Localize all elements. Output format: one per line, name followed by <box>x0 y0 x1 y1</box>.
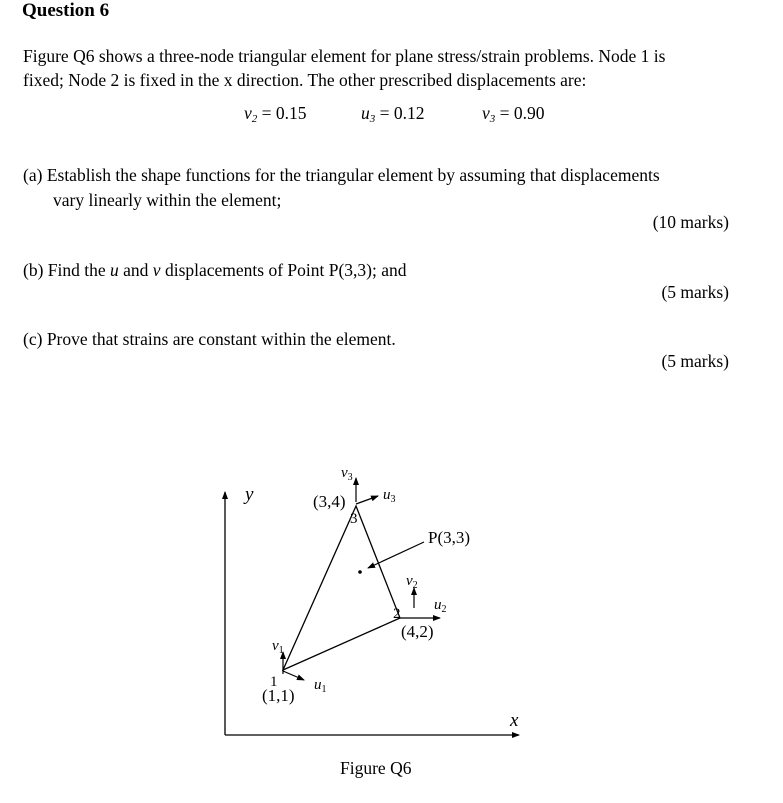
node3-coord: (3,4) <box>313 492 346 511</box>
node1-number: 1 <box>270 674 278 690</box>
part-c-line: (c) Prove that strains are constant within the element. <box>23 329 396 349</box>
part-a-line-2: vary linearly within the element; <box>53 190 282 210</box>
point-p-dot <box>358 570 362 574</box>
part-a-marks: (10 marks) <box>652 212 729 232</box>
intro-line-2: fixed; Node 2 is fixed in the x direction. The other prescribed displacements are: <box>23 70 587 90</box>
part-c-label: (c) <box>23 329 43 349</box>
intro-line-1: Figure Q6 shows a three-node triangular element for plane stress/strain problems. Node 1 is <box>23 46 666 66</box>
node3-u-arrow <box>356 496 378 504</box>
part-c-marks: (5 marks) <box>661 351 729 371</box>
displacement-v2: $v_2 = 0.15$ <box>244 103 307 125</box>
node3-v-label: $v_3$ <box>341 465 353 483</box>
part-b-marks: (5 marks) <box>661 282 729 302</box>
part-b-label: (b) <box>23 260 44 280</box>
node2-coord: (4,2) <box>401 622 434 641</box>
displacement-v3: $v_3 = 0.90$ <box>482 103 545 125</box>
node1-v-label: $v_1$ <box>272 638 284 656</box>
part-a-text-1: Establish the shape functions for the triangular element by assuming that displacements <box>46 165 660 185</box>
triangle-element <box>283 506 400 670</box>
node1-u-label: $u_1$ <box>314 677 327 695</box>
displacement-u3: $u_3 = 0.12$ <box>361 103 425 125</box>
question-title: Question 6 <box>22 0 110 21</box>
y-axis-label: y <box>245 484 254 505</box>
part-a-label: (a) <box>23 165 43 185</box>
node2-v-label: $v_2$ <box>406 573 418 591</box>
node2-number: 2 <box>393 606 401 622</box>
node2-u-label: $u_2$ <box>434 597 447 615</box>
point-p-label: P(3,3) <box>428 528 471 547</box>
part-b-line: (b) Find the u and v displacements of Point P(3,3); and <box>23 260 407 280</box>
node3-u-label: $u_3$ <box>383 487 396 505</box>
figure-caption: Figure Q6 <box>340 758 412 778</box>
node1-coord: (1,1) <box>262 686 295 705</box>
node3-number: 3 <box>350 511 358 527</box>
x-axis-label: x <box>510 710 519 731</box>
node1-u-arrow <box>283 671 304 680</box>
point-p-leader <box>368 542 424 568</box>
